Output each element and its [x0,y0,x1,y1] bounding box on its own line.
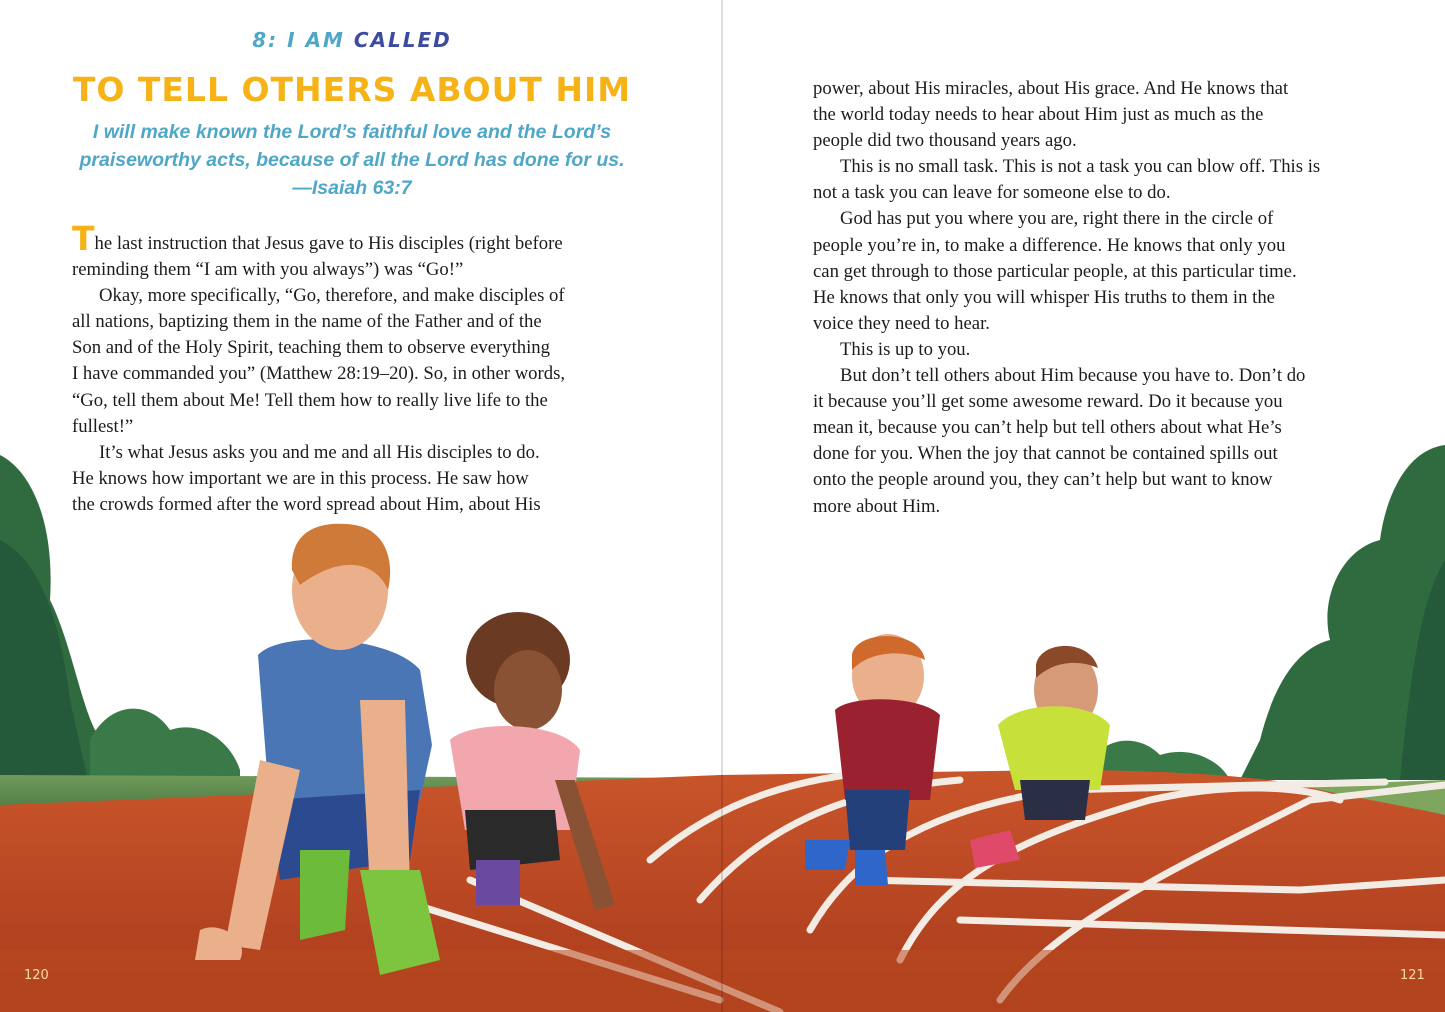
text-line [813,363,1320,389]
drop-cap: T [72,219,95,258]
line-text: done for you. When the joy that cannot be contained spills out [813,443,1278,465]
line-text: it because you’ll get some awesome reward. Do it because you [813,391,1283,413]
verse-line: praiseworthy acts, because of all the Lord has done for us. [79,149,625,171]
line-text: Okay, more specifically, “Go, therefore, and make disciples of [99,285,565,307]
text-line [813,259,1320,285]
text-line [813,337,1320,363]
chapter-heading [72,28,632,52]
text-line [813,389,1320,415]
text-line [72,219,565,258]
line-text: This is up to you. [840,338,971,360]
text-line [72,257,565,283]
text-line [813,180,1320,206]
line-text: not a task you can leave for someone else to do. [813,182,1171,204]
line-text: I have commanded you” (Matthew 28:19–20). So, in other words, [72,363,566,385]
line-text: all nations, baptizing them in the name of the Father and of the [72,311,542,333]
line-text: He knows how important we are in this process. He saw how [72,467,529,489]
line-text: voice they need to hear. [813,312,990,334]
line-text: the world today needs to hear about Him just as much as the [813,104,1264,126]
text-line [813,494,1320,520]
scripture-verse [72,118,632,202]
line-text: he last instruction that Jesus gave to His disciples (right before [94,233,563,254]
text-line [813,128,1320,154]
text-line [813,233,1320,259]
left-page-body [72,219,566,518]
text-line [813,467,1320,493]
text-line [72,361,565,387]
page-number-right: 121 [1400,968,1425,983]
page-gutter [721,0,723,1012]
right-page-body [813,76,1320,520]
text-line [813,441,1320,467]
text-line [813,102,1320,128]
text-line [813,311,1320,337]
text-line [813,206,1320,232]
line-text: people did two thousand years ago. [813,130,1077,152]
text-line [813,415,1320,441]
text-line [813,285,1320,311]
text-line [72,414,565,440]
line-text: fullest!” [72,415,134,437]
line-text: But don’t tell others about Him because you have to. Don’t do [840,365,1306,387]
text-line [72,309,565,335]
line-text: power, about His miracles, about His grace. And He knows that [813,78,1289,99]
line-text: can get through to those particular people, at this particular time. [813,260,1297,282]
page-number-left: 120 [24,968,49,983]
line-text: It’s what Jesus asks you and me and all His disciples to do. [99,441,540,463]
text-line [72,388,565,414]
line-text: “Go, tell them about Me! Tell them how to really live life to the [72,389,548,411]
chapter-number: 8: [252,28,279,52]
verse-line: I will make known the Lord’s faithful love and the Lord’s [92,121,612,143]
line-text: reminding them “I am with you always”) was “Go!” [72,259,464,281]
line-text: God has put you where you are, right there in the circle of [840,208,1274,230]
line-text: onto the people around you, they can’t help but want to know [813,469,1273,491]
line-text: people you’re in, to make a difference. He knows that only you [813,234,1286,256]
line-text: Son and of the Holy Spirit, teaching them to observe everything [72,337,550,359]
text-line [72,466,565,492]
line-text: He knows that only you will whisper His truths to them in the [813,286,1275,308]
verse-reference: —Isaiah 63:7 [292,177,412,199]
chapter-called: CALLED [353,28,452,52]
page-title: TO TELL OTHERS ABOUT HIM [72,70,632,109]
text-line [72,335,565,361]
text-line [813,76,1320,102]
text-line [72,492,565,518]
line-text: This is no small task. This is not a task you can blow off. This is [840,156,1321,178]
line-text: more about Him. [813,495,941,517]
text-line [813,154,1320,180]
chapter-prefix: I AM [287,28,345,52]
text-line [72,440,565,466]
text-line [72,283,565,309]
line-text: the crowds formed after the word spread about Him, about His [72,493,541,515]
line-text: mean it, because you can’t help but tell others about what He’s [813,417,1282,439]
